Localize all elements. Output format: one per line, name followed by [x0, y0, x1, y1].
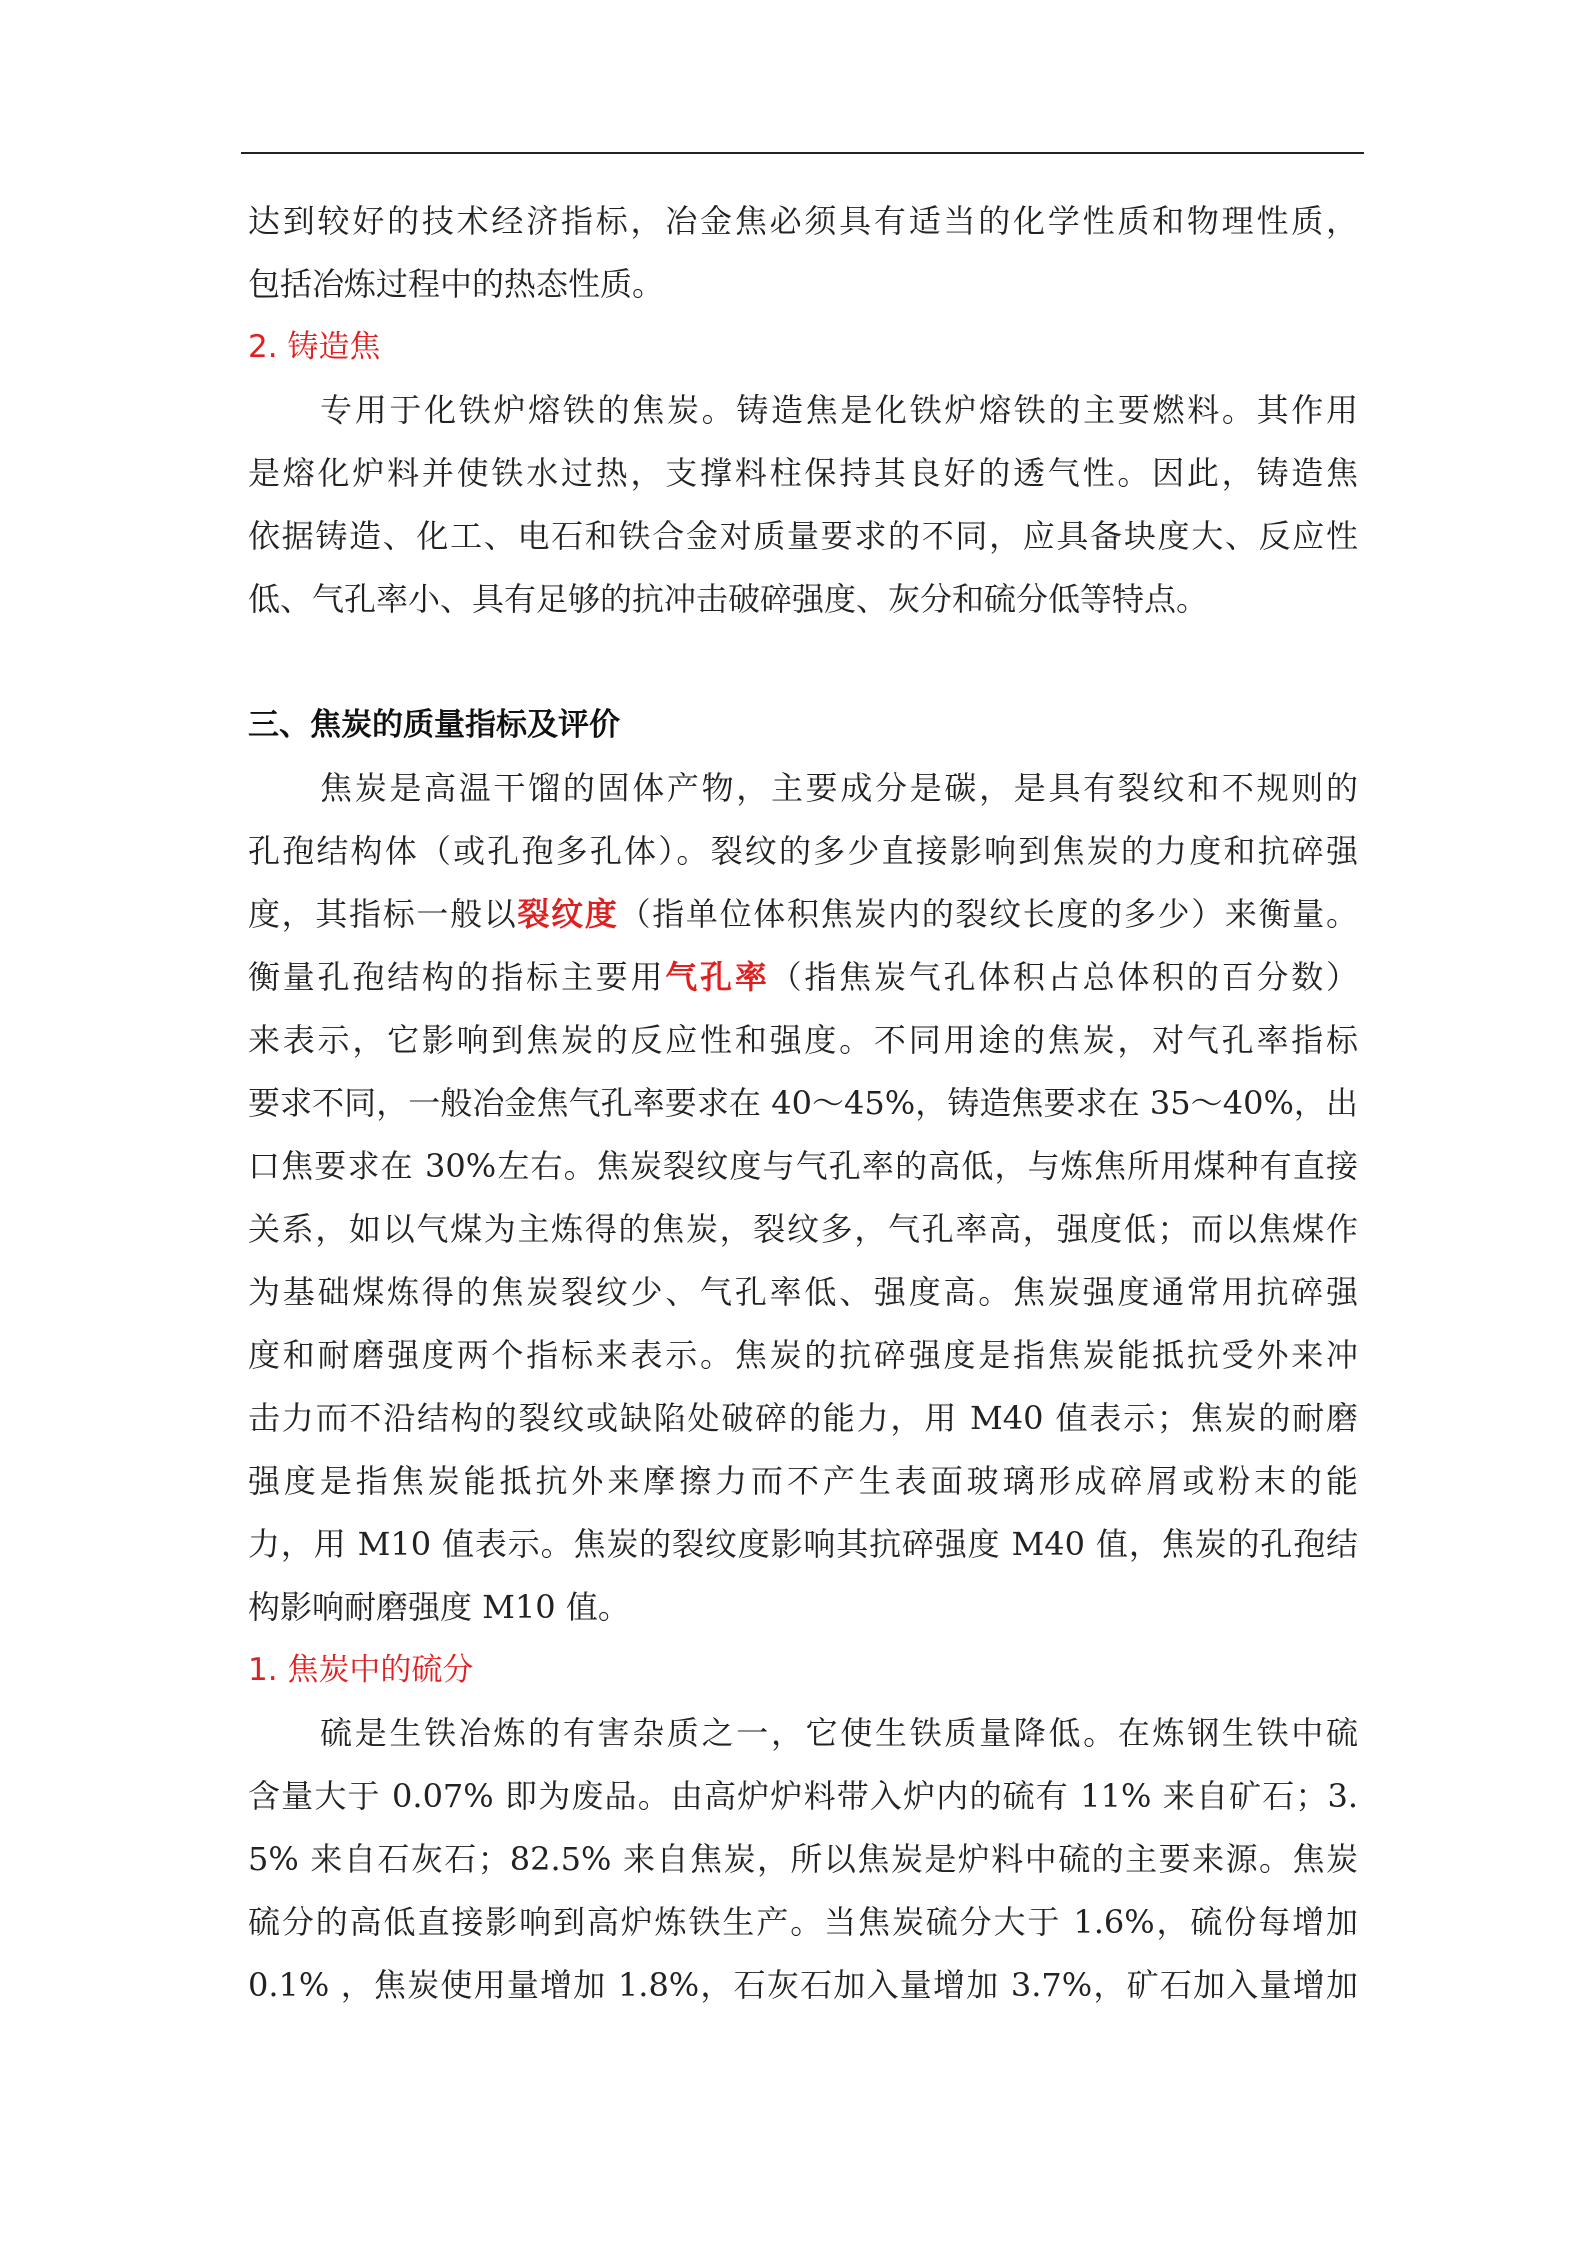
text-run: 度，其指标一般以 — [248, 895, 518, 933]
text-run: （指焦炭气孔体积占总体积的百分数） — [769, 958, 1358, 996]
paragraph-line: 依据铸造、化工、电石和铁合金对质量要求的不同，应具备块度大、反应性 — [248, 517, 1358, 555]
section-heading-sulfur: 1. 焦炭中的硫分 — [248, 1652, 474, 1688]
paragraph-line: 0.1% ，焦炭使用量增加 1.8%，石灰石加入量增加 3.7%，矿石加入量增加 — [248, 1966, 1358, 2004]
paragraph-line: 关系，如以气煤为主炼得的焦炭，裂纹多，气孔率高，强度低；而以焦煤作 — [248, 1210, 1358, 1248]
term-crack-degree: 裂纹度 — [517, 895, 619, 933]
paragraph-line: 构影响耐磨强度 M10 值。 — [248, 1588, 630, 1626]
paragraph-line: 是熔化炉料并使铁水过热，支撑料柱保持其良好的透气性。因此，铸造焦 — [248, 454, 1358, 492]
paragraph-line: 5% 来自石灰石；82.5% 来自焦炭，所以焦炭是炉料中硫的主要来源。焦炭 — [248, 1840, 1358, 1878]
section-spacer — [248, 631, 1358, 694]
paragraph-line: 孔孢结构体（或孔孢多孔体）。裂纹的多少直接影响到焦炭的力度和抗碎强 — [248, 832, 1358, 870]
paragraph-line: 达到较好的技术经济指标，冶金焦必须具有适当的化学性质和物理性质， — [248, 202, 1358, 240]
paragraph-line: 要求不同，一般冶金焦气孔率要求在 40～45%，铸造焦要求在 35～40%，出 — [248, 1084, 1358, 1122]
text-run: 衡量孔孢结构的指标主要用 — [248, 958, 666, 996]
section-heading-quality: 三、焦炭的质量指标及评价 — [248, 707, 620, 743]
paragraph-line: 度和耐磨强度两个指标来表示。焦炭的抗碎强度是指焦炭能抵抗受外来冲 — [248, 1336, 1358, 1374]
section-heading-foundry-coke: 2. 铸造焦 — [248, 329, 381, 365]
paragraph-line: 硫是生铁冶炼的有害杂质之一，它使生铁质量降低。在炼钢生铁中硫 — [320, 1714, 1358, 1752]
paragraph-line: 击力而不沿结构的裂纹或缺陷处破碎的能力，用 M40 值表示；焦炭的耐磨 — [248, 1399, 1358, 1437]
paragraph-line: 为基础煤炼得的焦炭裂纹少、气孔率低、强度高。焦炭强度通常用抗碎强 — [248, 1273, 1358, 1311]
document-body — [248, 190, 1358, 2017]
paragraph-line: 强度是指焦炭能抵抗外来摩擦力而不产生表面玻璃形成碎屑或粉末的能 — [248, 1462, 1358, 1500]
paragraph-line: 力，用 M10 值表示。焦炭的裂纹度影响其抗碎强度 M40 值，焦炭的孔孢结 — [248, 1525, 1358, 1563]
paragraph-line-porosity — [248, 946, 1358, 1009]
paragraph-line: 口焦要求在 30%左右。焦炭裂纹度与气孔率的高低，与炼焦所用煤种有直接 — [248, 1147, 1358, 1185]
header-rule — [241, 152, 1364, 154]
paragraph-line: 硫分的高低直接影响到高炉炼铁生产。当焦炭硫分大于 1.6%，硫份每增加 — [248, 1903, 1358, 1941]
paragraph-line: 专用于化铁炉熔铁的焦炭。铸造焦是化铁炉熔铁的主要燃料。其作用 — [320, 391, 1358, 429]
paragraph-line: 包括冶炼过程中的热态性质。 — [248, 265, 665, 303]
paragraph-line: 焦炭是高温干馏的固体产物，主要成分是碳，是具有裂纹和不规则的 — [320, 769, 1358, 807]
paragraph-line: 低、气孔率小、具有足够的抗冲击破碎强度、灰分和硫分低等特点。 — [248, 580, 1209, 618]
paragraph-line-crack-degree — [248, 883, 1358, 946]
text-run: （指单位体积焦炭内的裂纹长度的多少）来衡量。 — [618, 895, 1358, 933]
paragraph-line: 来表示，它影响到焦炭的反应性和强度。不同用途的焦炭，对气孔率指标 — [248, 1021, 1358, 1059]
term-porosity: 气孔率 — [665, 958, 770, 996]
paragraph-line: 含量大于 0.07% 即为废品。由高炉炉料带入炉内的硫有 11% 来自矿石；3. — [248, 1777, 1358, 1815]
